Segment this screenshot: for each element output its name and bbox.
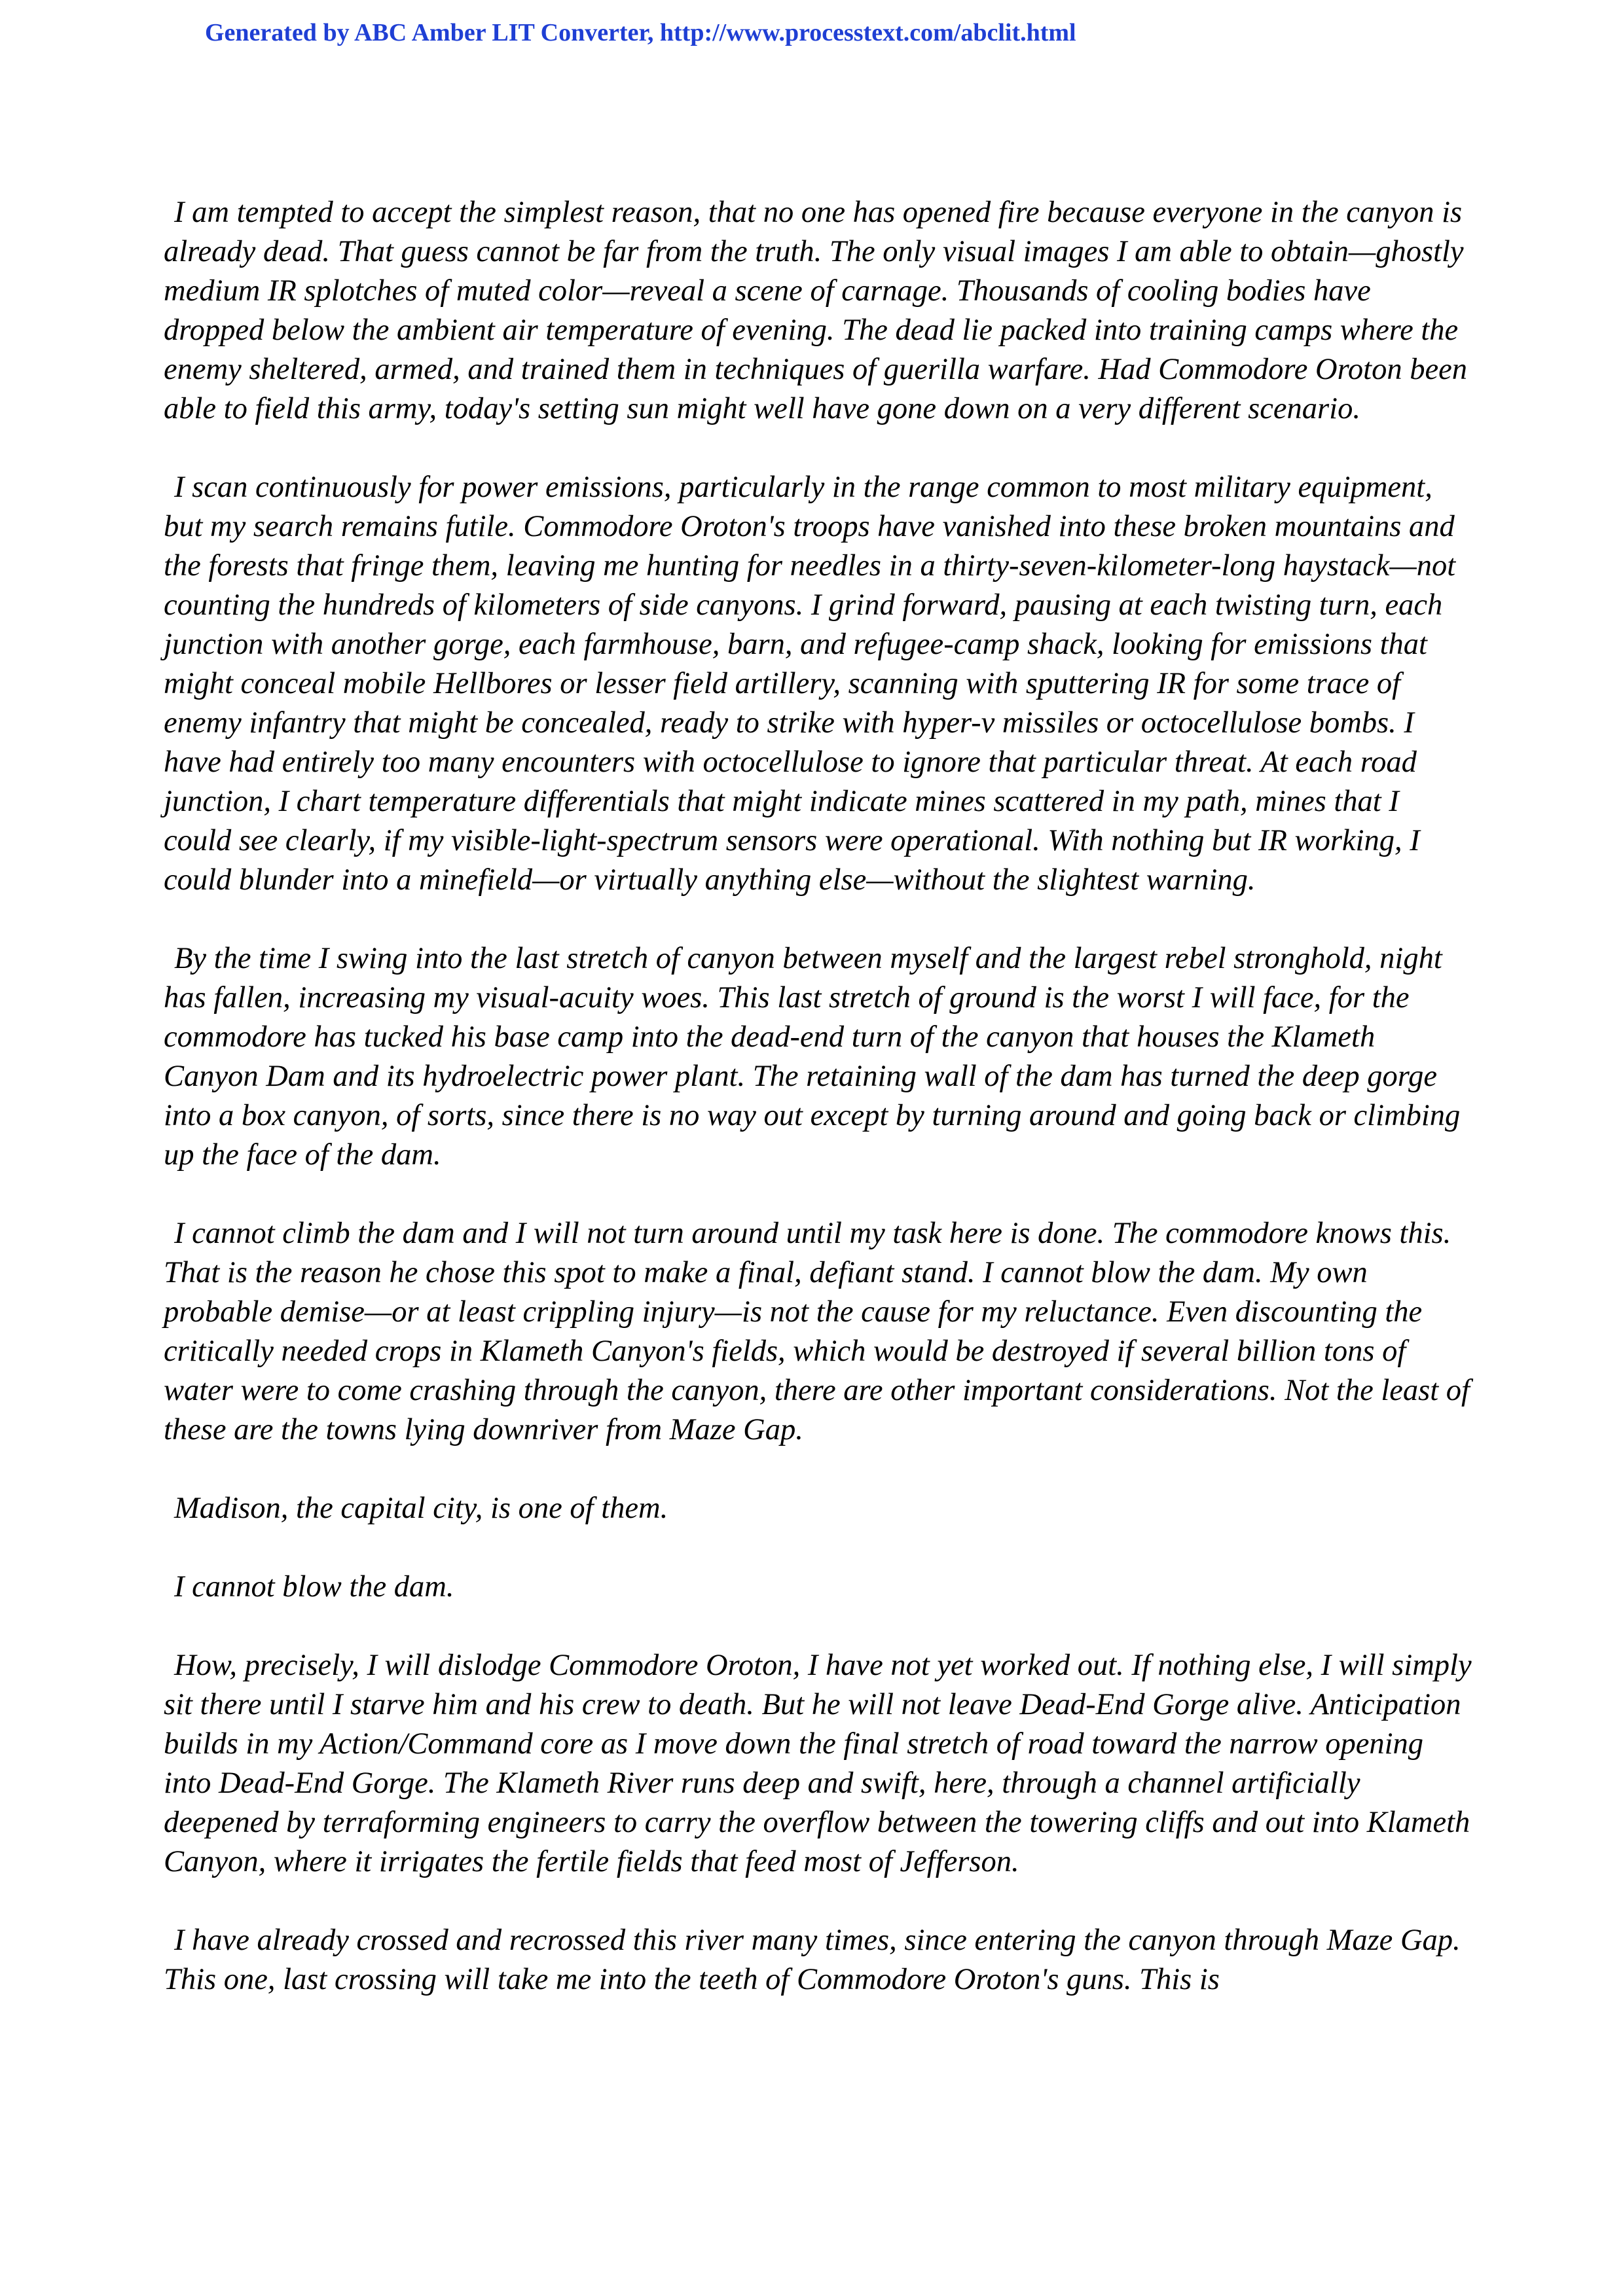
- paragraph: I am tempted to accept the simplest reason, that no one has opened fire because everyone in the canyon is already dead. That guess cannot be far from the truth. The only visual images I am able to obtain—ghostly medium IR splotches of muted color—reveal a scene of carnage. Thousands of cooling bodies have dropped below the ambient air temperature of evening. The dead lie packed into training camps where the enemy sheltered, armed, and trained them in techniques of guerilla warfare. Had Commodore Oroton been able to field this army, today's setting sun might well have gone down on a very different scenario.: [164, 196, 1468, 425]
- paragraph: I cannot climb the dam and I will not turn around until my task here is done. The commodore knows this. That is the reason he chose this spot to make a final, defiant stand. I cannot blow the dam. My own probable demise—or at least crippling injury—is not the cause for my reluctance. Even discounting the critically needed crops in Klameth Canyon's fields, which would be destroyed if several billion tons of water were to come crashing through the canyon, there are other important considerations. Not the least of these are the towns lying downriver from Maze Gap.: [164, 1217, 1470, 1446]
- paragraph: I cannot blow the dam.: [174, 1570, 454, 1604]
- paragraph: By the time I swing into the last stretch of canyon between myself and the largest rebel stronghold, night has fallen, increasing my visual-acuity woes. This last stretch of ground is the worst I will face, for the commodore has tucked his base camp into the dead-end turn of the canyon that houses the Klameth Canyon Dam and its hydroelectric power plant. The retaining wall of the dam has turned the deep gorge into a box canyon, of sorts, since there is no way out except by turning around and going back or climbing up the face of the dam.: [164, 942, 1461, 1172]
- paragraph: Madison, the capital city, is one of them.: [174, 1492, 668, 1525]
- paragraph: I scan continuously for power emissions, particularly in the range common to most military equipment, but my search remains futile. Commodore Oroton's troops have vanished into these broken mountains and the forests that fringe them, leaving me hunting for needles in a thirty-seven-kilometer-long haystack—not counting the hundreds of kilometers of side canyons. I grind forward, pausing at each twisting turn, each junction with another gorge, each farmhouse, barn, and refugee-camp shack, looking for emissions that might conceal mobile Hellbores or lesser field artillery, scanning with sputtering IR for some trace of enemy infantry that might be concealed, ready to strike with hyper-v missiles or octocellulose bombs. I have had entirely too many encounters with octocellulose to ignore that particular threat. At each road junction, I chart temperature differentials that might indicate mines scattered in my path, mines that I could see clearly, if my visible-light-spectrum sensors were operational. With nothing but IR working, I could blunder into a minefield—or virtually anything else—without the slightest warning.: [164, 471, 1456, 897]
- paragraph: I have already crossed and recrossed this river many times, since entering the canyon through Maze Gap. This one, last crossing will take me into the teeth of Commodore Oroton's guns. This is: [164, 1924, 1461, 1996]
- paragraph: How, precisely, I will dislodge Commodore Oroton, I have not yet worked out. If nothing else, I will simply sit there until I starve him and his crew to death. But he will not leave Dead-End Gorge alive. Anticipation builds in my Action/Command core as I move down the final stretch of road toward the narrow opening into Dead-End Gorge. The Klameth River runs deep and swift, here, through a channel artificially deepened by terraforming engineers to carry the overflow between the towering cliffs and out into Klameth Canyon, where it irrigates the fertile fields that feed most of Jefferson.: [164, 1649, 1472, 1878]
- document-body: [164, 193, 1473, 2039]
- converter-header: Generated by ABC Amber LIT Converter, http://www.processtext.com/abclit.html: [205, 19, 1076, 46]
